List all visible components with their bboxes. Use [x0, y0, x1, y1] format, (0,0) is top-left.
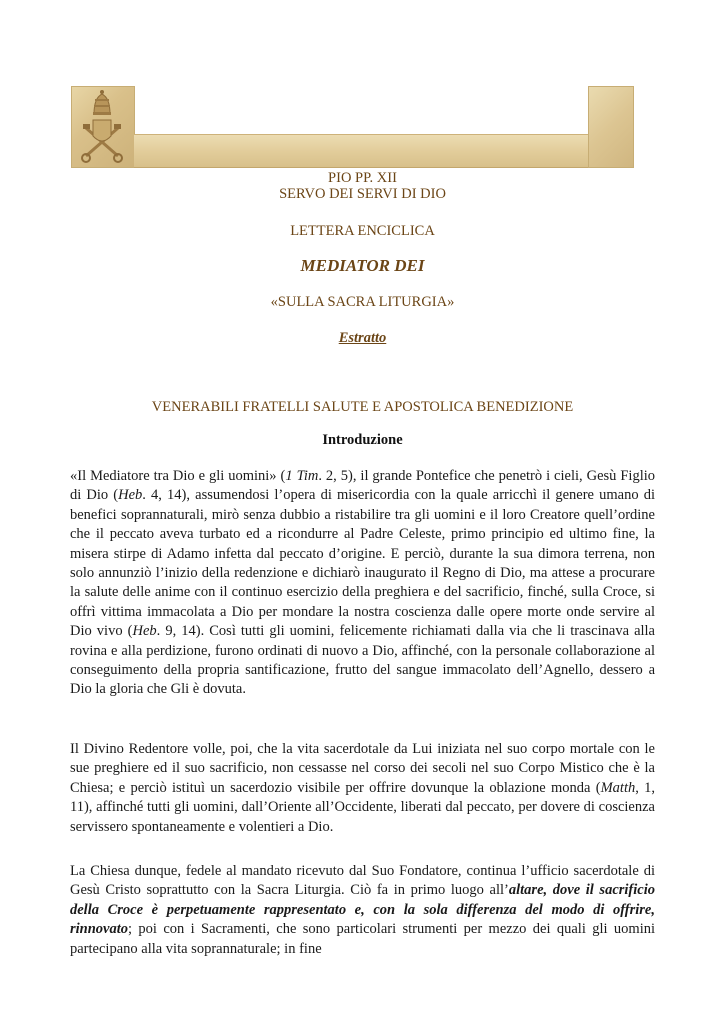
- text-run: Il Divino Redentore volle, poi, che la vita sacerdotale da Lui iniziata nel suo corpo mortale con le sue preghiere ed il suo sacrificio, non cessasse nel corso dei secoli nel suo Corpo Mistico che è la Chiesa; e perciò istituì un sacerdozio visibile per offrire dovunque la oblazione monda (: [70, 741, 655, 796]
- citation: 1 Tim: [285, 468, 319, 484]
- author-title: SERVO DEI SERVI DI DIO: [279, 186, 446, 202]
- text-run: ; poi con i Sacramenti, che sono particolari strumenti per mezzo dei quali gli uomini partecipano alla vita soprannaturale; in fine: [70, 921, 655, 957]
- greeting: VENERABILI FRATELLI SALUTE E APOSTOLICA BENEDIZIONE: [151, 399, 574, 415]
- encyclical-subtitle: «SULLA SACRA LITURGIA»: [270, 294, 455, 310]
- header-decoration: [0, 0, 725, 170]
- papal-crest-icon: [80, 88, 124, 164]
- text-run: . 4, 14), assumendosi l’opera di misericordia con la quale arricchì il genere umano di benefici soprannaturali, mirò senza dubbio a ristabilire tra gli uomini e il loro Creatore quell’ordine che il peccato aveva turbato ed a ricondurre al Padre Celeste, primo principio ed ultimo fine, la misera stirpe di Adamo infetta dal peccato d’origine. E perciò, durante la sua dimora terrena, non solo annunziò l’inizio della redenzione e dichiarò inaugurato il Regno di Dio, ma attese a procurare la salute delle anime con il continuo esercizio della preghiera e del sacrificio, finché, sulla Croce, si offrì vittima immacolata a Dio per mondare la nostra coscienza dalle opere morte onde servire al Dio vivo (: [70, 487, 655, 640]
- citation: Heb: [132, 623, 157, 640]
- encyclical-title: MEDIATOR DEI: [300, 256, 425, 275]
- text-run: «Il Mediatore tra Dio e gli uomini» (: [70, 468, 286, 484]
- paragraph-2: [70, 740, 655, 837]
- citation: Heb: [118, 487, 143, 504]
- header-band: [134, 134, 588, 168]
- extract-label: Estratto: [338, 330, 387, 346]
- paragraph-1: [70, 467, 655, 700]
- text-run: . 9, 14). Così tutti gli uomini, felicemente richiamati dalla via che li trascinava alla rovina e alla perdizione, furono ordinati di nuovo a Dio, affinché, con la personale collaborazione al conseguimento della propria santificazione, frutto del sangue immacolato dell’Agnello, dessero a Dio la gloria che Gli è dovuta.: [70, 623, 655, 698]
- text-run: La Chiesa dunque, fedele al mandato ricevuto dal Suo Fondatore, continua l’ufficio sacerdotale di Gesù Cristo soprattutto con la Sacra Liturgia. Ciò fa in primo luogo all’: [70, 863, 655, 899]
- header-right-panel: [588, 86, 634, 168]
- text-run: . 2, 5), il grande Pontefice che penetrò i cieli, Gesù Figlio di Dio (: [70, 468, 656, 504]
- citation: Matth: [600, 779, 636, 796]
- section-title: Introduzione: [322, 432, 403, 448]
- document-type: LETTERA ENCICLICA: [290, 223, 435, 239]
- author: PIO PP. XII: [328, 170, 397, 186]
- text-run: , 1, 11), affinché tutti gli uomini, dall’Oriente all’Occidente, liberati dal peccato, per dovere di coscienza servissero spontaneamente e volentieri a Dio.: [70, 779, 656, 835]
- emphasis: altare, dove il sacrificio della Croce è perpetuamente rappresentato e, con la sola differenza del modo di offrire, rinnovato: [70, 882, 655, 938]
- paragraph-3: [70, 862, 655, 959]
